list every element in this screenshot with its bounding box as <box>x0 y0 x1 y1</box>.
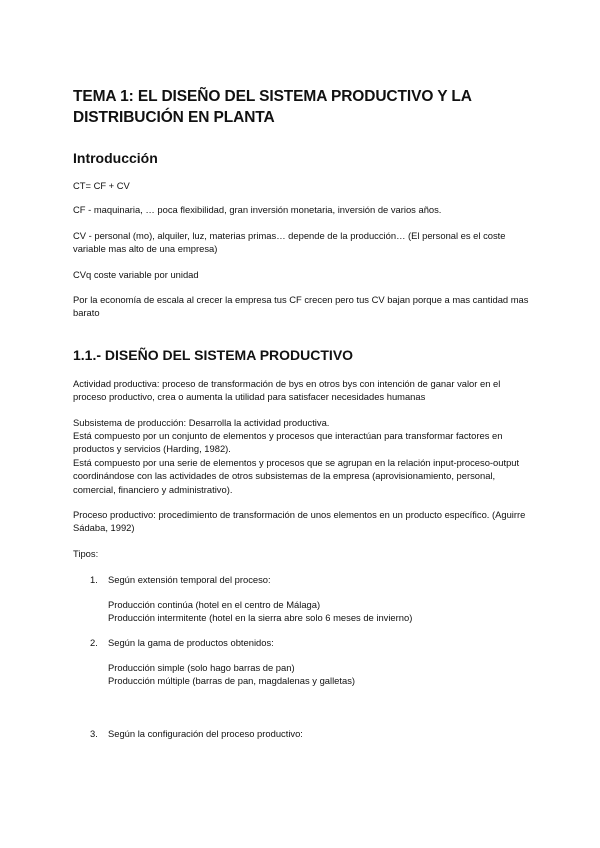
tipo-1-item-1: Producción continúa (hotel en el centro de Málaga) <box>108 599 321 610</box>
actividad-paragraph: Actividad productiva: proceso de transformación de bys en otros bys con intención de ganar valor en el proceso productivo, crea o aumenta la utilidad para satisfacer necesidades humanas <box>73 378 501 403</box>
tipo-2-item-1: Producción simple (solo hago barras de pan) <box>108 662 295 673</box>
tipo-1-item-2: Producción intermitente (hotel en la sierra abre solo 6 meses de invierno) <box>108 612 413 623</box>
intro-cv: CV - personal (mo), alquiler, luz, materias primas… depende de la producción… (El personal es el coste variable mas alto de una empresa) <box>73 230 506 255</box>
intro-ct: CT= CF + CV <box>73 180 130 191</box>
subsistema-line-3: Está compuesto por una serie de elementos y procesos que se agrupan en la relación input-proceso-output coordinándose con las actividades de otros subsistemas de la empresa (aprovisionamiento, personal, comercial, financiero y administrativo). <box>73 457 520 495</box>
tipo-2-number: 2. <box>90 637 98 648</box>
subsistema-line-1: Subsistema de producción: Desarrolla la actividad productiva. <box>73 417 330 428</box>
section-heading: 1.1.- DISEÑO DEL SISTEMA PRODUCTIVO <box>73 347 354 363</box>
proceso-paragraph: Proceso productivo: procedimiento de transformación de unos elementos en un producto específico. (Aguirre Sádaba, 1992) <box>73 509 526 534</box>
intro-cf: CF - maquinaria, … poca flexibilidad, gran inversión monetaria, inversión de varios años. <box>73 204 442 215</box>
subsistema-line-2: Está compuesto por un conjunto de elementos y procesos que interactúan para transformar factores en productos y servicios (Harding, 1982). <box>73 430 503 455</box>
tipo-2-title: Según la gama de productos obtenidos: <box>108 637 274 648</box>
intro-cvq: CVq coste variable por unidad <box>73 269 199 280</box>
tipo-2-item-2: Producción múltiple (barras de pan, magdalenas y galletas) <box>108 675 356 686</box>
tipo-1-title: Según extensión temporal del proceso: <box>108 574 271 585</box>
tipo-1-number: 1. <box>90 574 98 585</box>
tipos-label: Tipos: <box>73 548 99 559</box>
intro-heading: Introducción <box>73 150 158 166</box>
tipo-3-title: Según la configuración del proceso productivo: <box>108 728 303 739</box>
intro-economia: Por la economía de escala al crecer la empresa tus CF crecen pero tus CV bajan porque a mas cantidad mas barato <box>73 294 529 319</box>
tipo-3-number: 3. <box>90 728 98 739</box>
document-title: TEMA 1: EL DISEÑO DEL SISTEMA PRODUCTIVO Y LA DISTRIBUCIÓN EN PLANTA <box>73 88 472 126</box>
